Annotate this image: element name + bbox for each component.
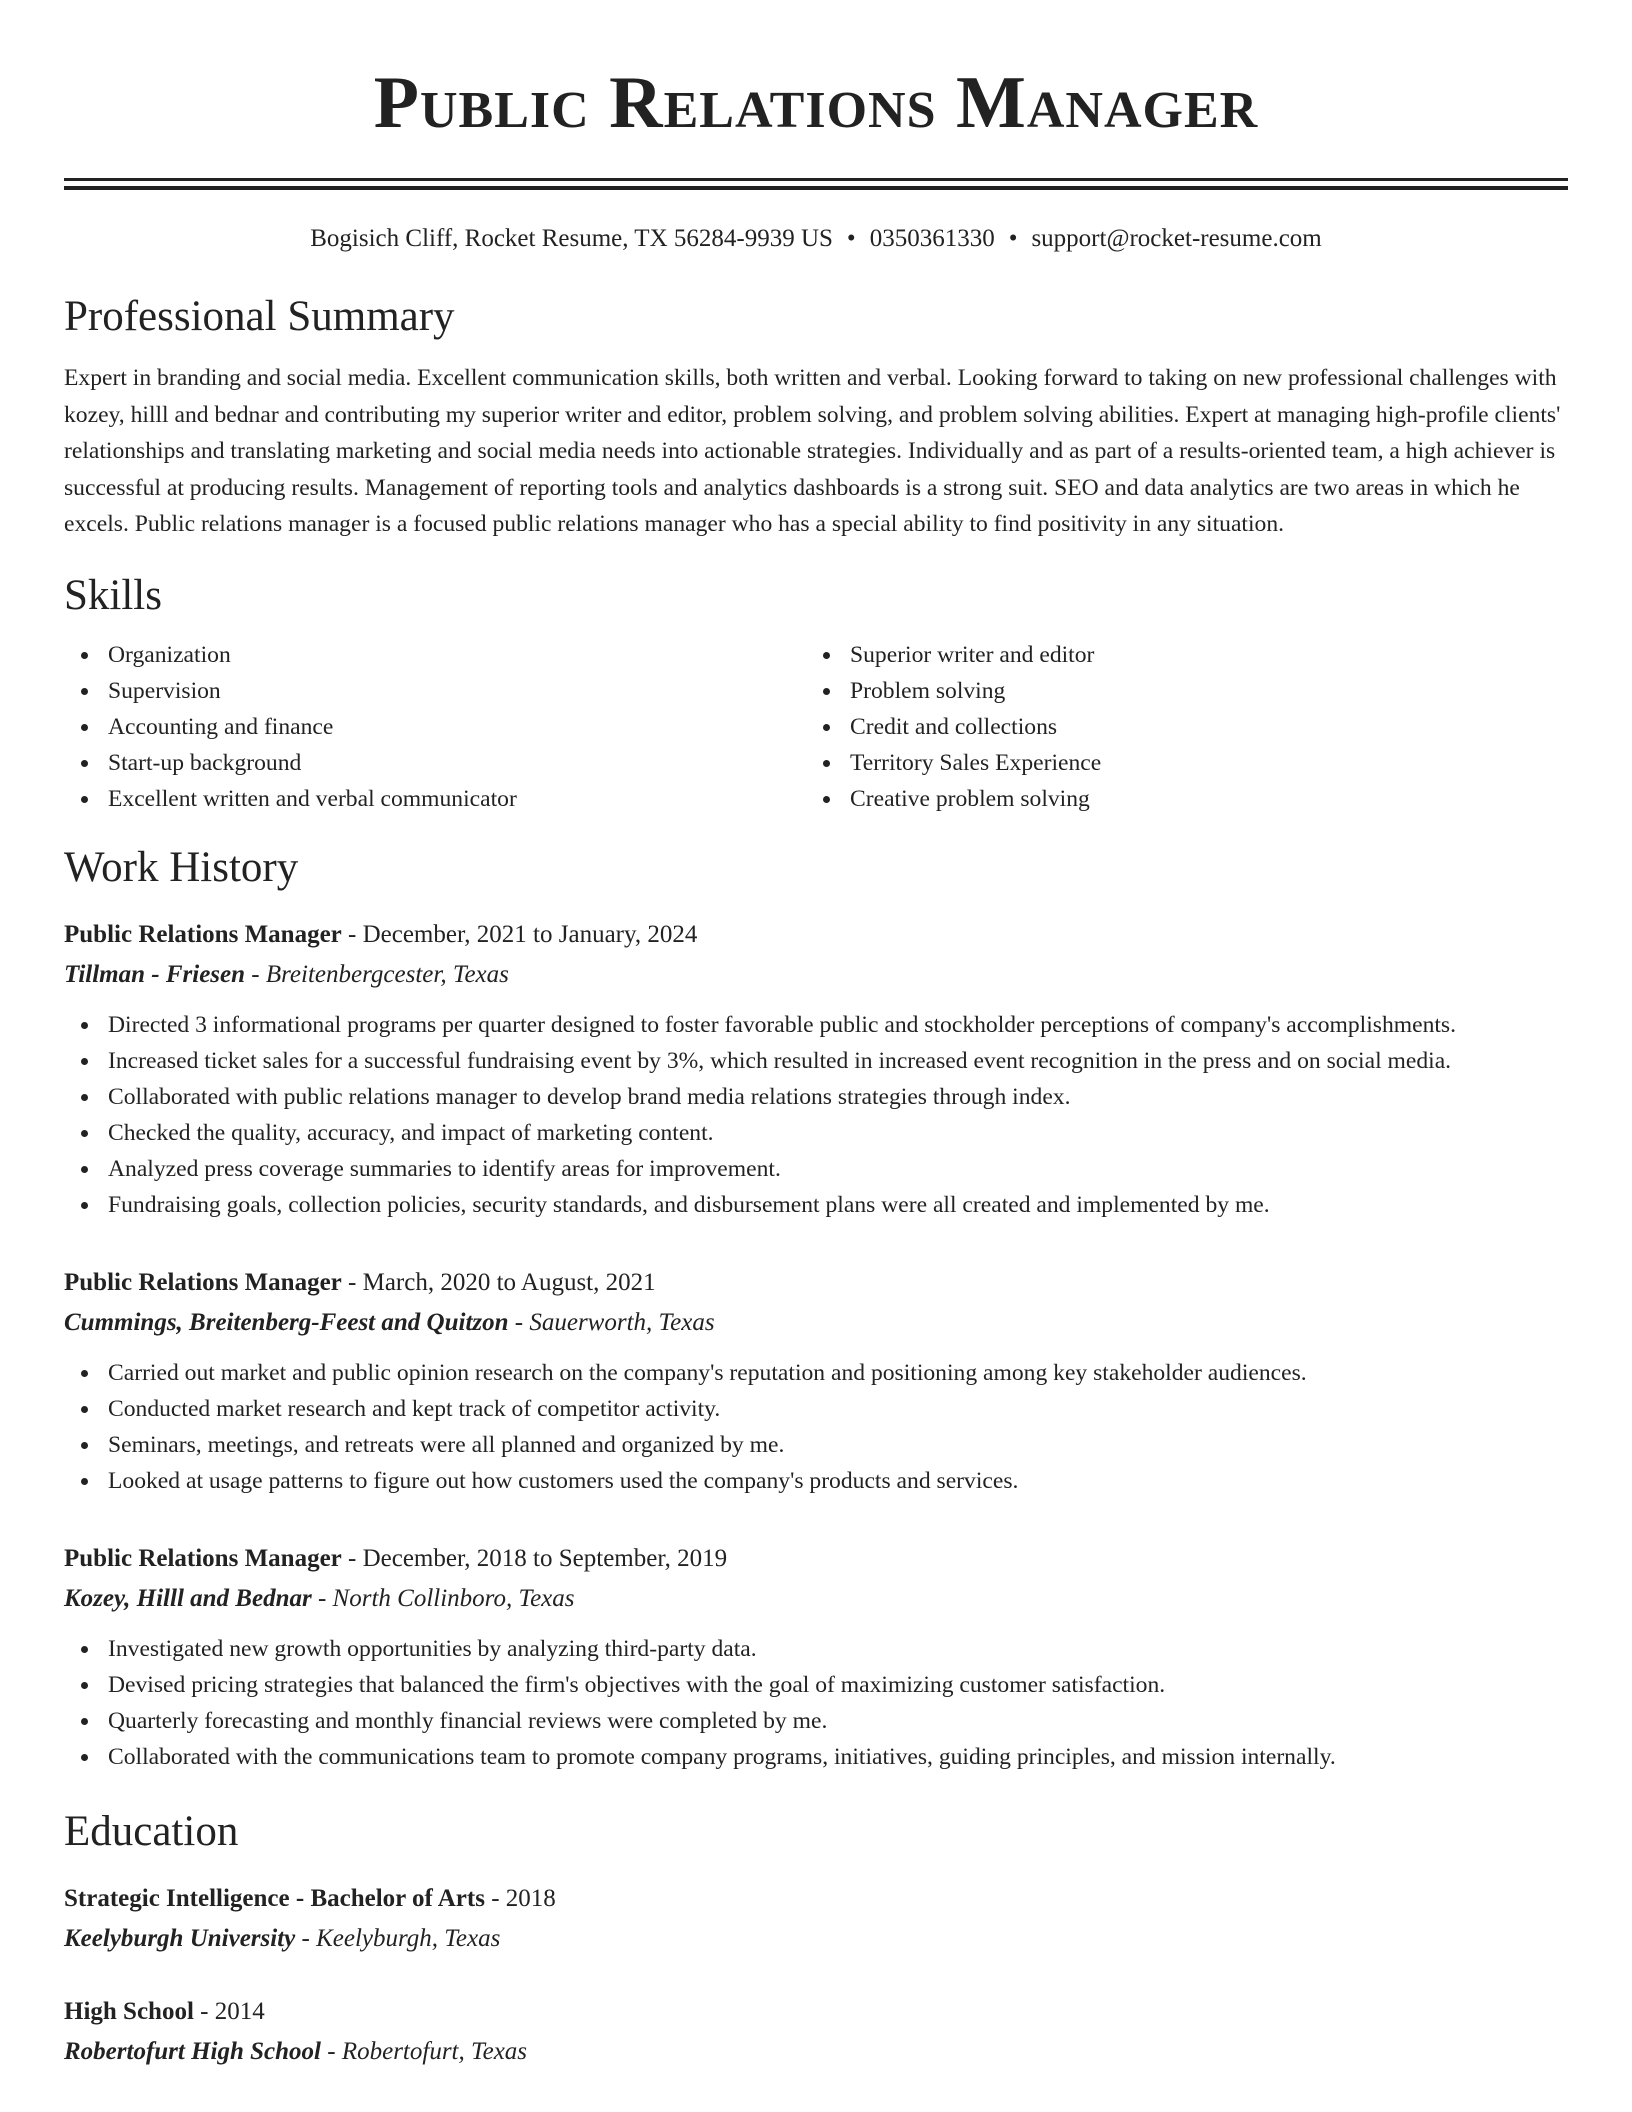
contact-separator: • (846, 225, 856, 252)
job-entry (64, 1539, 1568, 1775)
section-title-education: Education (64, 1807, 239, 1855)
education-heading (64, 1992, 1568, 2032)
job-heading (64, 915, 1568, 955)
job-company: Tillman - Friesen (64, 960, 246, 988)
contact-email: support@rocket-resume.com (1031, 225, 1322, 252)
job-heading (64, 1263, 1568, 1303)
job-bullet: Analyzed press coverage summaries to identify areas for improvement. (64, 1151, 1568, 1187)
education-year: - 2018 (484, 1884, 556, 1912)
contact-separator: • (1008, 225, 1018, 252)
job-location: - Breitenbergcester, Texas (245, 960, 509, 988)
job-bullet: Conducted market research and kept track of competitor activity. (64, 1391, 1568, 1427)
job-bullet: Carried out market and public opinion research on the company's reputation and positioning among key stakeholder audiences. (64, 1355, 1568, 1391)
education-degree: High School (64, 1997, 194, 2025)
job-bullets (64, 1007, 1568, 1223)
section-title-work-history: Work History (64, 843, 299, 891)
job-employer (64, 955, 1568, 995)
contact-line (64, 224, 1568, 254)
job-location: - North Collinboro, Texas (311, 1584, 575, 1612)
section-title-summary: Professional Summary (64, 293, 455, 340)
header-rule-top (64, 178, 1568, 181)
job-entry (64, 915, 1568, 1223)
contact-phone: 0350361330 (869, 225, 995, 252)
education-entry (64, 1992, 1568, 2072)
skills-column-right (806, 637, 1548, 817)
job-bullet: Collaborated with public relations manager to develop brand media relations strategies through index. (64, 1079, 1568, 1115)
job-bullets (64, 1355, 1568, 1499)
job-title: Public Relations Manager (64, 1544, 342, 1572)
contact-address: Bogisich Cliff, Rocket Resume, TX 56284-9939 US (310, 225, 833, 252)
education-year: - 2014 (193, 1997, 265, 2025)
job-company: Kozey, Hilll and Bednar (64, 1584, 312, 1612)
skill-item: Credit and collections (806, 709, 1548, 745)
education-school: Robertofurt High School (64, 2037, 321, 2065)
skill-item: Start-up background (64, 745, 806, 781)
job-bullet: Collaborated with the communications team to promote company programs, initiatives, guiding principles, and mission internally. (64, 1739, 1568, 1775)
job-entry (64, 1263, 1568, 1499)
skill-item: Territory Sales Experience (806, 745, 1548, 781)
education-degree: Strategic Intelligence - Bachelor of Arts (64, 1884, 485, 1912)
job-title: Public Relations Manager (64, 920, 342, 948)
job-bullet: Increased ticket sales for a successful fundraising event by 3%, which resulted in increased event recognition in the press and on social media. (64, 1043, 1568, 1079)
education-location: - Keelyburgh, Texas (295, 1924, 501, 1952)
job-title: Public Relations Manager (64, 1268, 342, 1296)
section-title-skills: Skills (64, 571, 162, 619)
job-bullet: Devised pricing strategies that balanced the firm's objectives with the goal of maximizing customer satisfaction. (64, 1667, 1568, 1703)
skill-item: Superior writer and editor (806, 637, 1548, 673)
job-location: - Sauerworth, Texas (508, 1308, 715, 1336)
resume-name: Public Relations Manager (373, 62, 1259, 144)
skill-item: Problem solving (806, 673, 1548, 709)
job-bullet: Investigated new growth opportunities by analyzing third-party data. (64, 1631, 1568, 1667)
job-bullets (64, 1631, 1568, 1775)
job-bullet: Directed 3 informational programs per quarter designed to foster favorable public and stockholder perceptions of company's accomplishments. (64, 1007, 1568, 1043)
job-bullet: Quarterly forecasting and monthly financial reviews were completed by me. (64, 1703, 1568, 1739)
skills-column-left (64, 637, 806, 817)
job-dates: - December, 2021 to January, 2024 (341, 920, 698, 948)
job-bullet: Fundraising goals, collection policies, security standards, and disbursement plans were all created and implemented by me. (64, 1187, 1568, 1223)
education-heading (64, 1879, 1568, 1919)
job-dates: - March, 2020 to August, 2021 (341, 1268, 656, 1296)
education-entry (64, 1879, 1568, 1959)
job-company: Cummings, Breitenberg-Feest and Quitzon (64, 1308, 509, 1336)
skill-item: Creative problem solving (806, 781, 1548, 817)
job-employer (64, 1579, 1568, 1619)
skill-item: Accounting and finance (64, 709, 806, 745)
job-bullet: Seminars, meetings, and retreats were all planned and organized by me. (64, 1427, 1568, 1463)
skill-item: Excellent written and verbal communicator (64, 781, 806, 817)
job-heading (64, 1539, 1568, 1579)
skills-list (64, 637, 1568, 817)
skill-item: Supervision (64, 673, 806, 709)
summary-text: Expert in branding and social media. Excellent communication skills, both written and verbal. Looking forward to taking on new professional challenges with kozey, hilll and bednar and contributing my superior writer and editor, problem solving, and problem solving abilities. Expert at managing high-profile clients' relationships and translating marketing and social media needs into actionable strategies. Individually and as part of a results-oriented team, a high achiever is successful at producing results. Management of reporting tools and analytics dashboards is a strong suit. SEO and data analytics are two areas in which he excels. Public relations manager is a focused public relations manager who has a special ability to find positivity in any situation. (64, 365, 1561, 537)
job-bullet: Looked at usage patterns to figure out how customers used the company's products and services. (64, 1463, 1568, 1499)
job-bullet: Checked the quality, accuracy, and impact of marketing content. (64, 1115, 1568, 1151)
job-dates: - December, 2018 to September, 2019 (341, 1544, 728, 1572)
header-rule-bottom (64, 186, 1568, 190)
education-location: - Robertofurt, Texas (321, 2037, 528, 2065)
education-school: Keelyburgh University (64, 1924, 296, 1952)
job-employer (64, 1303, 1568, 1343)
education-institution (64, 1919, 1568, 1959)
skill-item: Organization (64, 637, 806, 673)
education-institution (64, 2032, 1568, 2072)
